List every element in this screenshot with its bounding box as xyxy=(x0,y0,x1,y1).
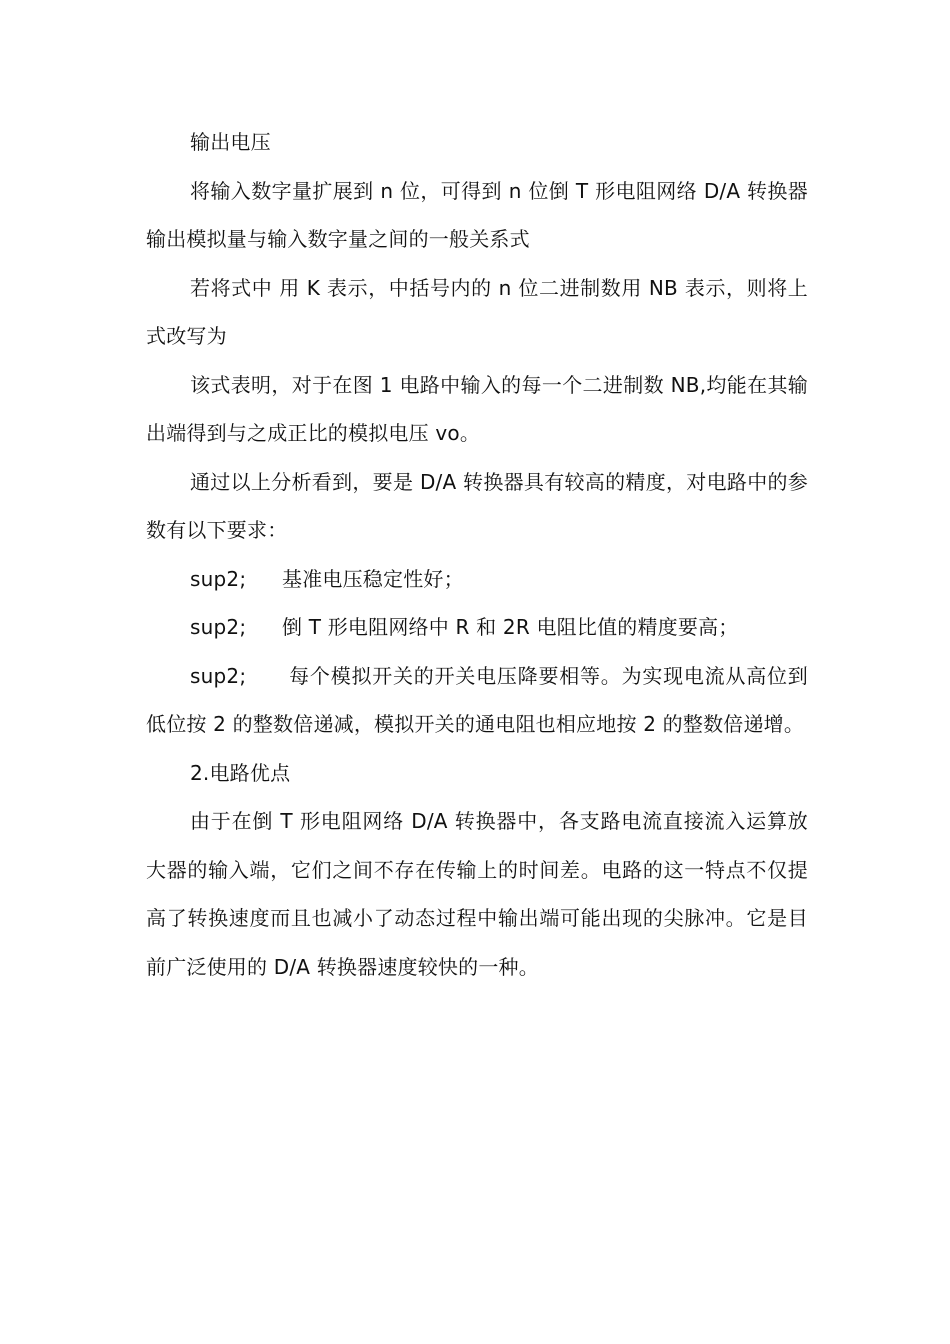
paragraph-precision-requirements: 通过以上分析看到，要是 D/A 转换器具有较高的精度，对电路中的参数有以下要求： xyxy=(146,469,808,542)
paragraph-circuit-advantages: 由于在倒 T 形电阻网络 D/A 转换器中，各支路电流直接流入运算放大器的输入端，它们之间不存在传输上的时间差。电路的这一特点不仅提高了转换速度而且也减小了动态过程中输出端可能出现的尖脉冲。它是目前广泛使用的 D/A 转换器速度较快的一种。 xyxy=(146,809,808,979)
paragraph-output-voltage: 输出电压 xyxy=(190,130,271,154)
paragraph-general-relation: 将输入数字量扩展到 n 位，可得到 n 位倒 T 形电阻网络 D/A 转换器输出模拟量与输入数字量之间的一般关系式 xyxy=(146,178,808,251)
requirement-marker: sup2; xyxy=(190,615,247,639)
section-heading-circuit-advantages: 2.电路优点 xyxy=(190,760,291,785)
requirement-text: 倒 T 形电阻网络中 R 和 2R 电阻比值的精度要高； xyxy=(282,615,739,639)
document-body xyxy=(146,118,808,991)
requirement-item xyxy=(146,555,808,604)
paragraph-formula-meaning: 该式表明，对于在图 1 电路中输入的每一个二进制数 NB,均能在其输出端得到与之成正比的模拟电压 vo。 xyxy=(146,372,808,445)
requirement-text: 每个模拟开关的开关电压降要相等。为实现电流从高位到低位按 2 的整数倍递减，模拟开关的通电阻也相应地按 2 的整数倍递增。 xyxy=(146,663,808,736)
requirement-item xyxy=(146,652,808,749)
requirement-marker: sup2; xyxy=(190,566,247,591)
requirement-marker: sup2; xyxy=(190,663,247,688)
requirement-item xyxy=(146,603,808,652)
paragraph-rewrite-formula: 若将式中 用 K 表示，中括号内的 n 位二进制数用 NB 表示，则将上式改写为 xyxy=(146,275,808,348)
requirement-text: 基准电压稳定性好； xyxy=(282,566,464,591)
